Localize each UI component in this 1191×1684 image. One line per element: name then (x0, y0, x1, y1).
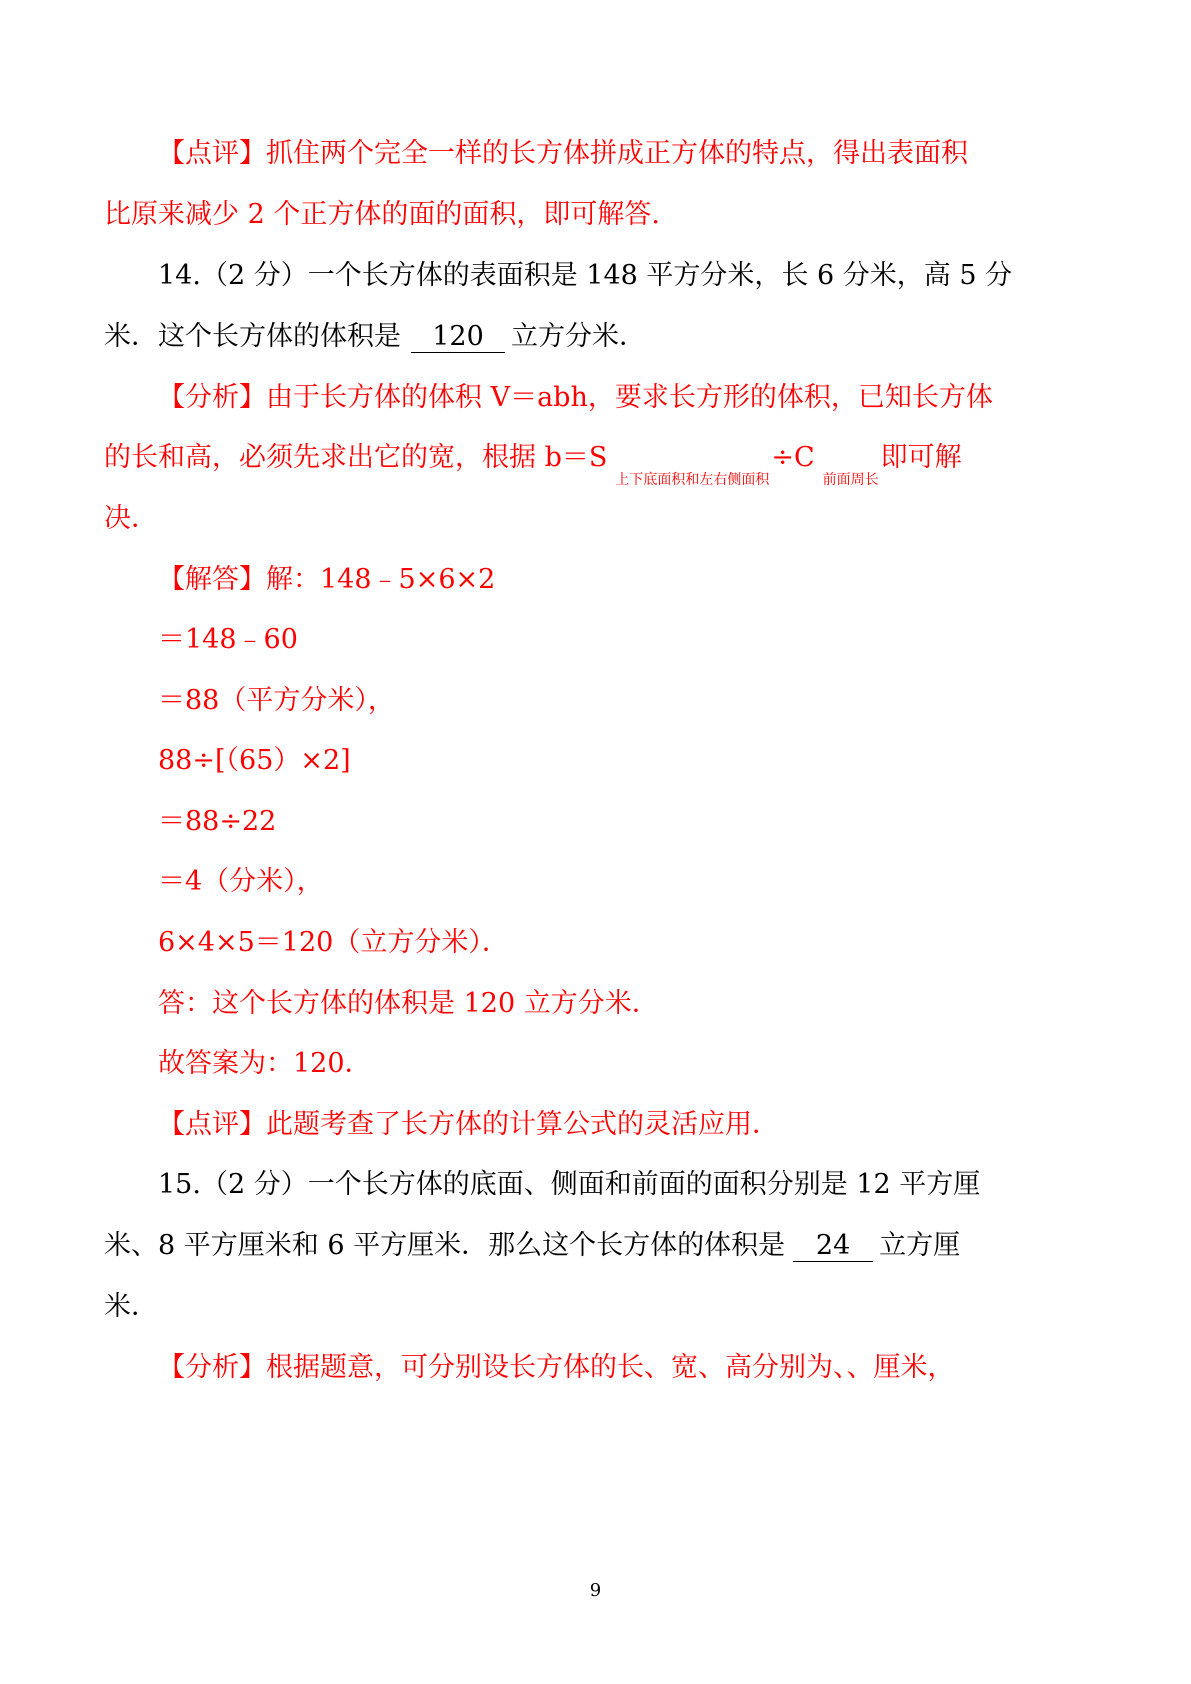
subscript-side-areas: 上下底面积和左右侧面积 (615, 472, 770, 488)
q14-solution-line-3: ＝88（平方分米）， (158, 685, 395, 716)
q14-solution-line-8: 答：这个长方体的体积是 120 立方分米． (158, 988, 659, 1019)
subscript-front-perimeter: 前面周长 (822, 472, 879, 488)
q15-answer-blank: 24 (793, 1231, 873, 1262)
q14-comment-line (158, 1107, 779, 1143)
comment-tag: 【点评】 (158, 1109, 266, 1140)
analysis-text-post: 即可解 (880, 442, 962, 473)
q14-stem-line-1: 14.（2 分）一个长方体的表面积是 148 平方分米，长 6 分米，高 5 分 (158, 260, 1013, 291)
comment-line-1 (158, 136, 968, 172)
q15-stem-line-2 (104, 1228, 960, 1264)
q15-stem-post: 立方厘 (879, 1230, 961, 1261)
q14-solution-line-5: ＝88÷22 (158, 806, 277, 837)
q14-solution-line-4: 88÷[（65）×2] (158, 745, 351, 776)
q14-solution-line-6: ＝4（分米）， (158, 866, 324, 897)
analysis-divide-c: ÷C (771, 442, 815, 473)
analysis-tag: 【分析】 (158, 1352, 266, 1383)
q14-solution-line-9: 故答案为：120． (158, 1048, 372, 1079)
analysis-text: 由于长方体的体积 V＝abh，要求长方形的体积，已知长方体 (266, 382, 993, 413)
q15-stem-line-3: 米． (104, 1291, 158, 1322)
q14-analysis-line-2 (104, 440, 962, 498)
q15-stem-line-1: 15.（2 分）一个长方体的底面、侧面和前面的面积分别是 12 平方厘 (158, 1169, 981, 1200)
q14-stem-line-2 (104, 319, 646, 355)
q14-stem-pre: 米．这个长方体的体积是 (104, 321, 401, 352)
q14-analysis-line-1 (158, 380, 993, 416)
q14-solution-line-1 (158, 562, 495, 598)
solution-tag: 【解答】 (158, 564, 266, 595)
q14-answer-blank: 120 (411, 322, 505, 353)
analysis-text-pre: 的长和高，必须先求出它的宽，根据 b＝S (104, 442, 608, 473)
comment-tag: 【点评】 (158, 138, 266, 169)
page-number: 9 (589, 1580, 602, 1601)
analysis-tag: 【分析】 (158, 382, 266, 413)
comment-text: 此题考查了长方体的计算公式的灵活应用． (266, 1109, 779, 1140)
comment-line-2: 比原来减少 2 个正方体的面的面积，即可解答. (104, 199, 660, 230)
analysis-text: 根据题意，可分别设长方体的长、宽、高分别为、、厘米， (266, 1352, 955, 1383)
comment-text: 抓住两个完全一样的长方体拼成正方体的特点，得出表面积 (266, 138, 968, 169)
q14-solution-line-2: ＝148﹣60 (158, 624, 298, 655)
q15-stem-pre: 米、8 平方厘米和 6 平方厘米．那么这个长方体的体积是 (104, 1230, 786, 1261)
q15-analysis-line-1 (158, 1350, 955, 1386)
solution-text: 解：148﹣5×6×2 (266, 564, 496, 595)
q14-stem-post: 立方分米． (511, 321, 646, 352)
q14-analysis-line-3: 决． (104, 503, 158, 534)
q14-solution-line-7: 6×4×5＝120（立方分米）． (158, 927, 509, 958)
